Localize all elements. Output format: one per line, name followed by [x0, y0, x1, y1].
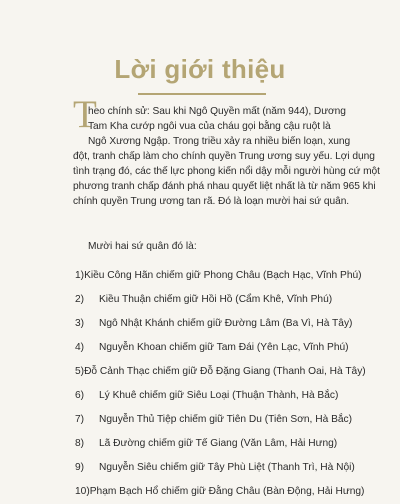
item-number: 9): [75, 462, 85, 473]
intro-paragraph: [73, 104, 380, 209]
item-number: 8): [75, 438, 85, 449]
item-number: 6): [75, 390, 85, 401]
intro-line: chính quyền Trung ương tan rã. Đó là loạn mười hai sứ quân.: [73, 196, 350, 207]
list-item: [75, 384, 355, 408]
item-number: 1): [75, 270, 85, 281]
list-item: [75, 288, 355, 312]
item-number: 7): [75, 414, 85, 425]
list-item: [75, 480, 365, 504]
item-text: Lý Khuê chiếm giữ Siêu Loại (Thuận Thành, Hà Bắc): [99, 390, 339, 401]
item-text: Phạm Bạch Hổ chiếm giữ Đằng Châu (Bàn Động, Hải Hưng): [89, 486, 365, 497]
list-item: [75, 432, 355, 456]
item-text: Nguyễn Khoan chiếm giữ Tam Đái (Yên Lạc, Vĩnh Phú): [99, 342, 349, 353]
intro-line: đột, tranh chấp làm cho chính quyền Trung ương suy yếu. Lợi dụng: [73, 151, 375, 162]
warlord-list: [75, 264, 366, 504]
intro-line: Tam Kha cướp ngôi vua của cháu gọi bằng cậu ruột là: [88, 121, 331, 132]
list-intro: Mười hai sứ quân đó là:: [88, 241, 197, 252]
list-item: [75, 408, 355, 432]
title-underline: [138, 93, 266, 95]
item-number: 2): [75, 294, 85, 305]
list-item: [75, 336, 355, 360]
item-text: Nguyễn Siêu chiếm giữ Tây Phù Liệt (Thanh Trì, Hà Nội): [99, 462, 355, 473]
drop-cap-letter: T: [73, 93, 97, 136]
item-number: 3): [75, 318, 85, 329]
list-item: [75, 360, 366, 384]
item-text: Nguyễn Thủ Tiệp chiếm giữ Tiên Du (Tiên Sơn, Hà Bắc): [99, 414, 353, 425]
intro-line: phương tranh chấp đánh phá nhau quyết liệt nhất là từ năm 965 khi: [73, 181, 376, 192]
item-text: Đỗ Cảnh Thạc chiếm giữ Đỗ Đặng Giang (Thanh Oai, Hà Tây): [84, 366, 366, 377]
intro-line: Ngô Xương Ngập. Trong triều xảy ra nhiều biến loạn, xung: [88, 136, 351, 147]
page-title: Lời giới thiệu: [114, 54, 286, 84]
item-number: 10): [75, 486, 90, 497]
item-text: Kiều Thuận chiếm giữ Hồi Hồ (Cẩm Khê, Vĩnh Phú): [99, 294, 333, 305]
list-item: [75, 312, 355, 336]
item-text: Kiều Công Hãn chiếm giữ Phong Châu (Bạch Hạc, Vĩnh Phú): [84, 270, 362, 281]
list-item: [75, 264, 362, 288]
item-number: 4): [75, 342, 85, 353]
item-number: 5): [75, 366, 85, 377]
intro-line: tình trạng đó, các thế lực phong kiến nổi dậy mỗi người hùng cứ một: [73, 166, 380, 177]
item-text: Ngô Nhật Khánh chiếm giữ Đường Lâm (Ba Vì, Hà Tây): [99, 318, 353, 329]
item-text: Lã Đường chiếm giữ Tế Giang (Văn Lâm, Hải Hưng): [99, 438, 338, 449]
list-item: [75, 456, 355, 480]
bleed-through-text: [70, 4, 330, 22]
intro-line: heo chính sử: Sau khi Ngô Quyền mất (năm 944), Dương: [88, 106, 346, 117]
